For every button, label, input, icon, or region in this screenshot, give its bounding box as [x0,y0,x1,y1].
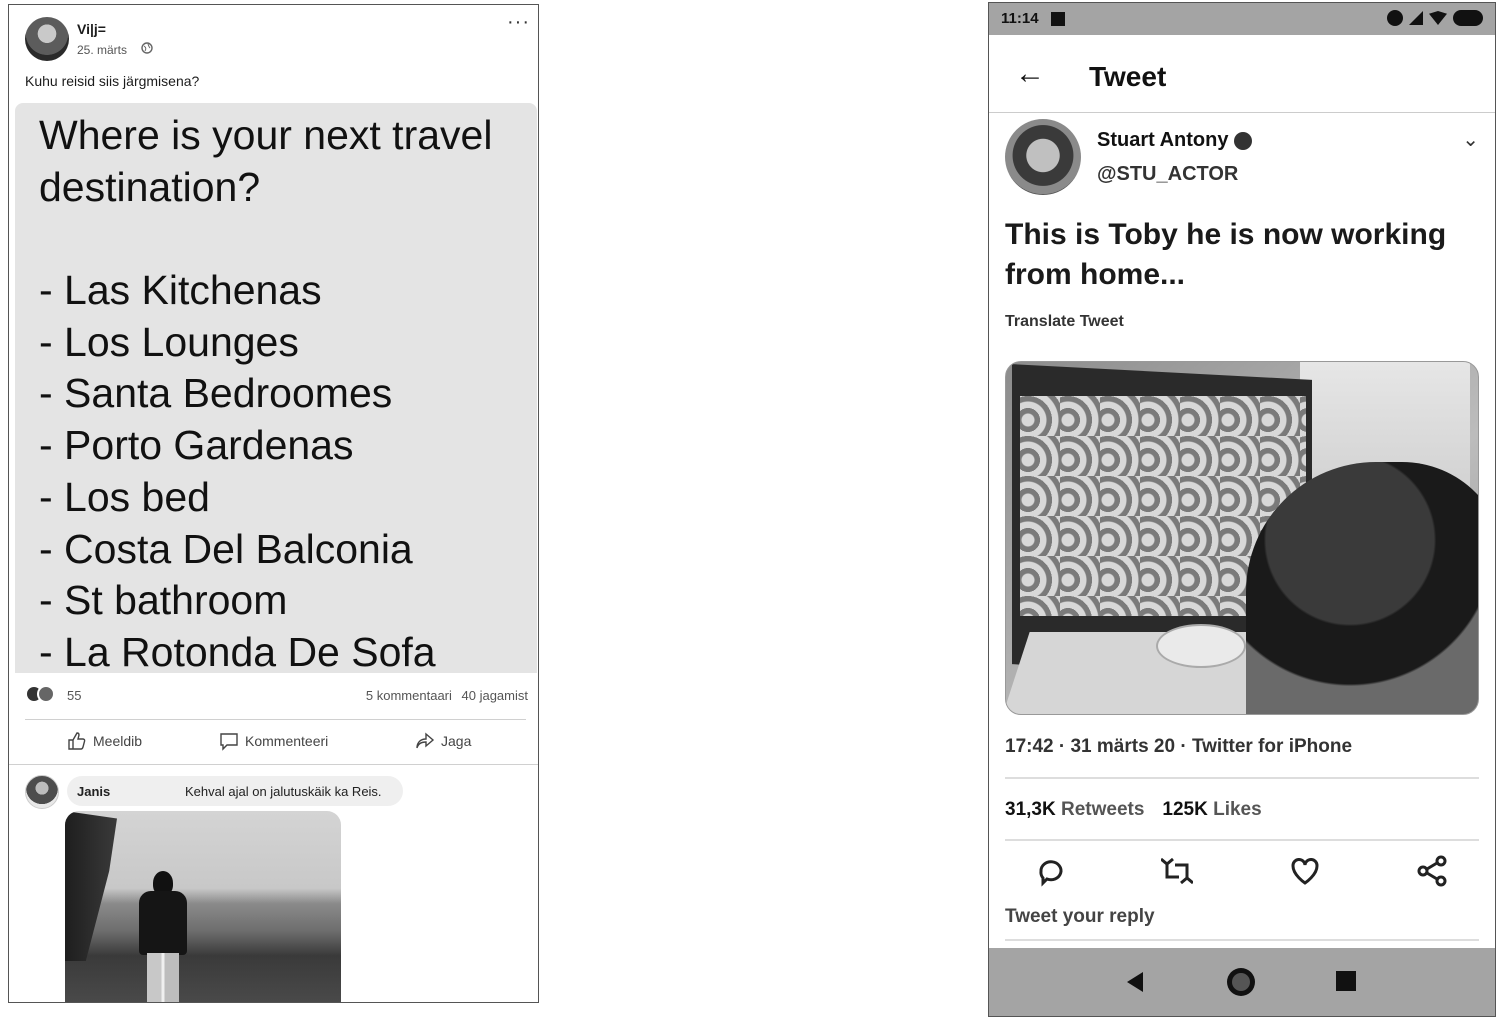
divider [9,764,538,765]
reply-input[interactable]: Tweet your reply [1005,906,1155,927]
translate-tweet-link[interactable]: Translate Tweet [1005,313,1124,330]
comment-label: Kommenteeri [245,733,329,749]
list-item: - Santa Bedroomes [39,370,393,417]
retweet-icon[interactable] [1161,855,1193,887]
list-item: - Los bed [39,473,210,520]
divider [1005,939,1479,941]
list-item: - Las Kitchenas [39,267,322,313]
destination-list [39,265,436,679]
share-icon [415,731,435,751]
likes-label: Likes [1213,799,1262,820]
likes-stat[interactable] [1162,799,1261,821]
alarm-icon [1387,10,1403,26]
share-label: Jaga [441,733,472,749]
tweet-counts [1005,799,1262,821]
like-label: Meeldib [93,733,143,749]
reaction-icons[interactable] [25,685,55,703]
post-actions [9,731,538,755]
twitter-screen [988,2,1496,1017]
shares-count[interactable]: 40 jagamist [461,688,528,703]
comment-button[interactable] [219,731,328,751]
retweets-stat[interactable] [1005,799,1144,821]
reaction-count[interactable]: 55 [67,688,82,703]
nav-home-icon[interactable] [1225,966,1257,1003]
list-item: - Costa Del Balconia [39,525,413,572]
post-headline: Where is your next travel destination? [39,112,493,210]
display-name-text: Stuart Antony [1097,129,1229,151]
tweet-text: This is Toby he is now working from home... [1005,218,1447,291]
chevron-down-icon[interactable]: ⌄ [1462,129,1479,151]
author-name[interactable]: Vi|j= [77,21,106,37]
status-icons [1387,10,1483,26]
comment-photo[interactable] [65,811,341,1003]
list-item: - St bathroom [39,577,288,624]
tweet-actions [989,855,1495,891]
plate [1156,624,1246,668]
post-date[interactable]: 25. märts [77,43,128,57]
tweet-header [989,43,1495,113]
author-avatar[interactable] [25,17,69,61]
wifi-icon [1429,11,1447,25]
list-item: - Porto Gardenas [39,422,354,469]
display-name[interactable] [1097,129,1252,152]
nav-back-icon[interactable] [1123,970,1147,999]
share-icon[interactable] [1417,855,1449,887]
post-text-card [15,103,537,673]
page-title: Tweet [1089,61,1167,92]
retweets-label: Retweets [1060,799,1145,820]
notification-icon [1051,12,1065,26]
more-options-icon[interactable]: ··· [507,11,530,33]
user-avatar[interactable] [1005,119,1081,195]
tweet-photo[interactable] [1005,361,1479,715]
comments-count[interactable]: 5 kommentaari [365,688,452,703]
haha-reaction-icon [37,685,55,703]
comment-text: Kehval ajal on jalutuskäik ka Reis. [185,784,382,799]
share-button[interactable] [415,731,471,751]
battery-icon [1453,10,1483,26]
commenter-avatar[interactable] [25,775,59,809]
verified-badge-icon [1234,132,1252,150]
facebook-post [8,4,539,1003]
signal-icon [1409,11,1423,25]
comment-icon [219,731,239,751]
tree-silhouette [65,811,117,961]
post-caption: Kuhu reisid siis järgmisena? [25,73,200,89]
post-stats [366,688,528,703]
status-bar [989,3,1495,35]
person-silhouette [137,871,189,1003]
status-time: 11:14 [1001,10,1039,27]
divider [25,719,526,720]
back-arrow-icon[interactable]: ← [1015,57,1045,90]
divider [1005,839,1479,841]
list-item: - Los Lounges [39,318,299,365]
comment-bubble [67,776,403,806]
retweets-count: 31,3K [1005,799,1056,820]
thumbs-up-icon [67,731,87,751]
like-heart-icon[interactable] [1289,855,1321,887]
likes-count: 125K [1162,799,1208,820]
comment-author[interactable]: Janis [77,784,111,799]
list-item: - La Rotonda De Sofa [39,628,436,675]
android-nav-bar [989,948,1495,1016]
divider [1005,777,1479,779]
tweet-meta: 17:42 · 31 märts 20 · Twitter for iPhone [1005,736,1353,757]
nav-recents-icon[interactable] [1335,970,1357,997]
privacy-globe-icon [141,42,153,57]
reply-icon[interactable] [1035,855,1067,887]
user-handle[interactable]: @STU_ACTOR [1097,163,1239,185]
like-button[interactable] [67,731,142,751]
